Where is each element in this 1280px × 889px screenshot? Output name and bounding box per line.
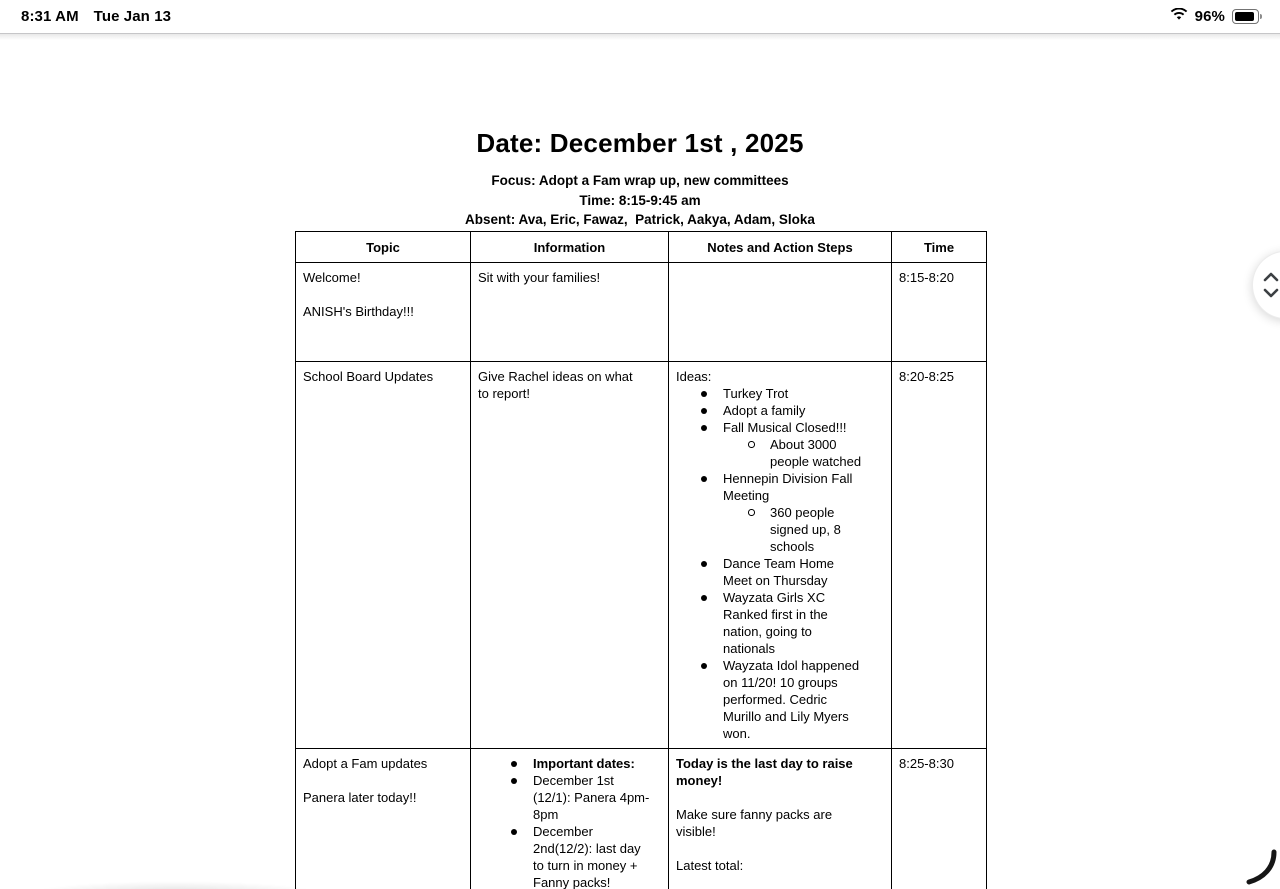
- absent-line: Absent: Ava, Eric, Fawaz, Patrick, Aakya, Adam, Sloka: [465, 212, 815, 227]
- column-header-topic: Topic: [296, 232, 471, 263]
- cell-notes[interactable]: [669, 362, 892, 749]
- cell-paragraph: [676, 840, 884, 857]
- agenda-table[interactable]: [295, 231, 987, 889]
- cell-paragraph: ANISH's Birthday!!!: [303, 304, 414, 319]
- time-range: 8:25-8:30: [899, 756, 954, 771]
- cell-information[interactable]: [471, 749, 669, 889]
- cell-paragraph: Give Rachel ideas on what to report!: [478, 369, 633, 401]
- cell-paragraph: [303, 772, 463, 789]
- bullet-icon: [701, 561, 707, 567]
- cell-paragraph: Latest total:: [676, 858, 744, 873]
- wifi-icon: [1170, 8, 1188, 25]
- clock: 8:31 AM: [21, 8, 79, 25]
- cell-paragraph: [676, 789, 884, 806]
- column-header-time: Time: [892, 232, 987, 263]
- bullet-icon: [701, 408, 707, 414]
- bullet-icon: [511, 761, 517, 767]
- cell-topic[interactable]: [296, 263, 471, 362]
- chevron-up-icon[interactable]: [1265, 274, 1277, 280]
- table-row: [296, 362, 987, 749]
- bullet-item: December 2nd(12/2): last day to turn in money + Fanny packs!: [478, 823, 661, 889]
- cell-topic[interactable]: [296, 362, 471, 749]
- bullet-icon: [701, 595, 707, 601]
- bullet-icon: [701, 391, 707, 397]
- cell-paragraph: School Board Updates: [303, 369, 434, 384]
- cell-time[interactable]: [892, 263, 987, 362]
- cell-information[interactable]: [471, 263, 669, 362]
- bullet-icon: [701, 663, 707, 669]
- status-date: Tue Jan 13: [93, 8, 172, 25]
- bullet-item: Hennepin Division Fall Meeting: [676, 470, 884, 504]
- scroll-widget[interactable]: [1252, 251, 1280, 319]
- cell-paragraph: Make sure fanny packs are visible!: [676, 807, 833, 839]
- column-header-notes: Notes and Action Steps: [669, 232, 892, 263]
- cell-topic[interactable]: [296, 749, 471, 889]
- cell-information[interactable]: [471, 362, 669, 749]
- status-bar: [0, 0, 1280, 33]
- bullet-item: Important dates:: [478, 755, 661, 772]
- bullet-icon: [701, 476, 707, 482]
- bullet-item: 360 people signed up, 8 schools: [676, 504, 884, 555]
- bullet-item: Wayzata Idol happened on 11/20! 10 groups performed. Cedric Murillo and Lily Myers won.: [676, 657, 884, 742]
- bullet-item: Dance Team Home Meet on Thursday: [676, 555, 884, 589]
- battery-icon: [1232, 9, 1259, 24]
- cell-paragraph: Panera later today!!: [303, 790, 417, 805]
- sub-bullet-icon: [748, 441, 755, 448]
- column-header-information: Information: [471, 232, 669, 263]
- table-header-row: [296, 232, 987, 263]
- cell-paragraph: Adopt a Fam updates: [303, 756, 428, 771]
- focus-line: Focus: Adopt a Fam wrap up, new committees: [491, 173, 789, 188]
- statusbar-shadow: [0, 34, 1280, 40]
- cell-paragraph: Today is the last day to raise money!: [676, 756, 853, 788]
- bullet-item: December 1st (12/1): Panera 4pm-8pm: [478, 772, 661, 823]
- cell-paragraph: Sit with your families!: [478, 270, 601, 285]
- battery-percent: 96%: [1194, 8, 1225, 25]
- chevron-down-icon[interactable]: [1265, 290, 1277, 296]
- bullet-item: Turkey Trot: [676, 385, 884, 402]
- pen-stroke-arc: [1242, 845, 1280, 889]
- time-line: Time: 8:15-9:45 am: [579, 192, 701, 208]
- cell-time[interactable]: [892, 362, 987, 749]
- cell-paragraph: Ideas:: [676, 369, 712, 384]
- time-range: 8:20-8:25: [899, 369, 954, 384]
- table-row: [296, 749, 987, 889]
- cell-paragraph: [303, 286, 463, 303]
- cell-notes[interactable]: [669, 263, 892, 362]
- bottom-edge-shadow: [30, 881, 320, 889]
- cell-time[interactable]: [892, 749, 987, 889]
- bullet-item: Fall Musical Closed!!!: [676, 419, 884, 436]
- bullet-item: Adopt a family: [676, 402, 884, 419]
- time-range: 8:15-8:20: [899, 270, 954, 285]
- bullet-item: About 3000 people watched: [676, 436, 884, 470]
- cell-notes[interactable]: [669, 749, 892, 889]
- bullet-icon: [511, 829, 517, 835]
- doc-subtitle-block: [0, 171, 1280, 230]
- table-row: [296, 263, 987, 362]
- bullet-icon: [511, 778, 517, 784]
- page-title: Date: December 1st , 2025: [476, 128, 804, 158]
- cell-paragraph: Welcome!: [303, 270, 361, 285]
- bullet-item: Wayzata Girls XC Ranked first in the nation, going to nationals: [676, 589, 884, 657]
- sub-bullet-icon: [748, 509, 755, 516]
- bullet-icon: [701, 425, 707, 431]
